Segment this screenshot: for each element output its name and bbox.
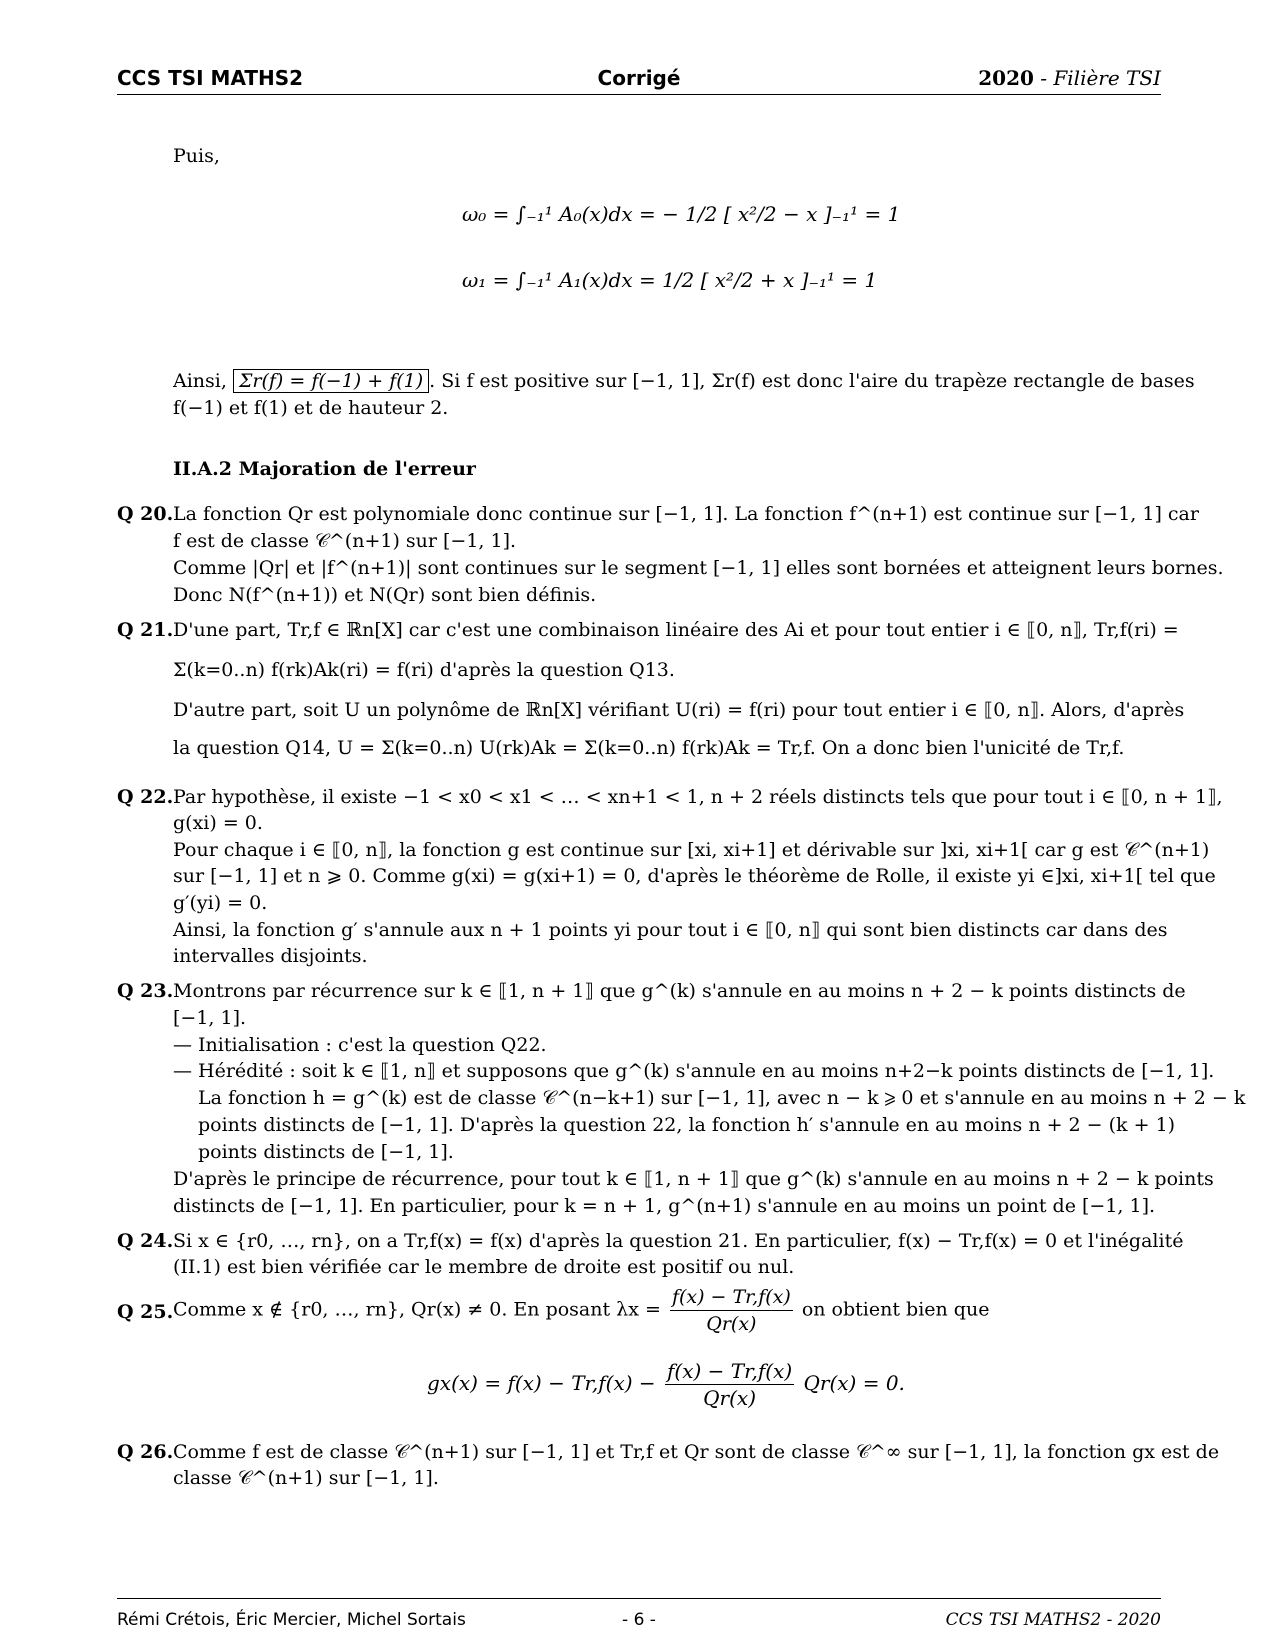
q25-line-1 bbox=[173, 1284, 989, 1337]
q22-line-2: g(xi) = 0. bbox=[173, 812, 263, 834]
header-right bbox=[978, 66, 1161, 90]
header-left: CCS TSI MATHS2 bbox=[117, 66, 304, 90]
q21-line-1: D'une part, Tr,f ∈ ℝn[X] car c'est une combinaison linéaire des Ai et pour tout entier i ∈ ⟦0, n⟧, Tr,f(ri) = bbox=[173, 619, 1179, 641]
puis-text: Puis, bbox=[173, 145, 220, 167]
q26-line-1: Comme f est de classe 𝒞^(n+1) sur [−1, 1] et Tr,f et Qr sont de classe 𝒞^∞ sur [−1, 1], la fonction gx est de bbox=[173, 1441, 1220, 1463]
boxed-result: Σr(f) = f(−1) + f(1) bbox=[233, 369, 429, 393]
q23-line-8: D'après le principe de récurrence, pour tout k ∈ ⟦1, n + 1⟧ que g^(k) s'annule en au moins n + 2 − k points bbox=[173, 1168, 1214, 1190]
q25-eq-post: Qr(x) = 0. bbox=[803, 1371, 905, 1395]
q23-line-3: — Initialisation : c'est la question Q22. bbox=[173, 1034, 547, 1056]
q23-line-2: [−1, 1]. bbox=[173, 1007, 247, 1029]
footer-page-number: - 6 - bbox=[622, 1610, 656, 1630]
question-label-24: Q 24. bbox=[117, 1230, 174, 1252]
lambda-numerator: f(x) − Tr,f(x) bbox=[670, 1284, 793, 1311]
q21-line-4: la question Q14, U = Σ(k=0..n) U(rk)Ak = Σ(k=0..n) f(rk)Ak = Tr,f. On a donc bien l'unicité de Tr,f. bbox=[173, 737, 1125, 759]
q20-line-3: Comme |Qr| et |f^(n+1)| sont continues sur le segment [−1, 1] elles sont bornées et atteignent leurs bornes. bbox=[173, 557, 1224, 579]
q20-line-1: La fonction Qr est polynomiale donc continue sur [−1, 1]. La fonction f^(n+1) est continue sur [−1, 1] car bbox=[173, 503, 1199, 525]
lambda-denominator: Qr(x) bbox=[706, 1313, 757, 1335]
q20-line-4: Donc N(f^(n+1)) et N(Qr) sont bien définis. bbox=[173, 584, 597, 606]
q23-line-5: La fonction h = g^(k) est de classe 𝒞^(n−k+1) sur [−1, 1], avec n − k ⩾ 0 et s'annule en au moins n + 2 − k bbox=[198, 1087, 1246, 1109]
question-label-22: Q 22. bbox=[117, 786, 174, 808]
footer-title: CCS TSI MATHS2 - 2020 bbox=[945, 1610, 1161, 1630]
ainsi-pre: Ainsi, bbox=[173, 370, 227, 392]
q22-line-1: Par hypothèse, il existe −1 < x0 < x1 < … < xn+1 < 1, n + 2 réels distincts tels que pour tout i ∈ ⟦0, n + 1⟧, bbox=[173, 786, 1223, 808]
q22-line-3: Pour chaque i ∈ ⟦0, n⟧, la fonction g est continue sur [xi, xi+1] et dérivable sur ]xi, xi+1[ car g est 𝒞^(n+1) bbox=[173, 839, 1210, 861]
q24-line-2: (II.1) est bien vérifiée car le membre de droite est positif ou nul. bbox=[173, 1256, 795, 1278]
q26-line-2: classe 𝒞^(n+1) sur [−1, 1]. bbox=[173, 1467, 439, 1489]
page-header bbox=[117, 66, 1161, 96]
ainsi-post: . Si f est positive sur [−1, 1], Σr(f) est donc l'aire du trapèze rectangle de bases bbox=[429, 370, 1195, 392]
q23-line-4: — Hérédité : soit k ∈ ⟦1, n⟧ et supposons que g^(k) s'annule en au moins n+2−k points distincts de [−1, 1]. bbox=[173, 1060, 1215, 1082]
header-rule bbox=[117, 94, 1161, 95]
ainsi-line-1 bbox=[173, 367, 1195, 395]
q25-post: on obtient bien que bbox=[801, 1298, 990, 1321]
q24-line-1: Si x ∈ {r0, …, rn}, on a Tr,f(x) = f(x) d'après la question 21. En particulier, f(x) − Tr,f(x) = 0 et l'inégalité bbox=[173, 1230, 1184, 1252]
ainsi-line-2: f(−1) et f(1) et de hauteur 2. bbox=[173, 397, 449, 419]
q23-line-6: points distincts de [−1, 1]. D'après la question 22, la fonction h′ s'annule en au moins n + 2 − (k + 1) bbox=[198, 1114, 1176, 1136]
question-label-20: Q 20. bbox=[117, 503, 174, 525]
q20-line-2: f est de classe 𝒞^(n+1) sur [−1, 1]. bbox=[173, 530, 517, 552]
q22-line-7: intervalles disjoints. bbox=[173, 945, 368, 967]
question-label-25: Q 25. bbox=[117, 1301, 174, 1323]
q22-line-5: g′(yi) = 0. bbox=[173, 892, 268, 914]
q25-eq-pre: gx(x) = f(x) − Tr,f(x) − bbox=[427, 1371, 656, 1395]
section-title: II.A.2 Majoration de l'erreur bbox=[173, 458, 476, 480]
q21-line-3: D'autre part, soit U un polynôme de ℝn[X] vérifiant U(ri) = f(ri) pour tout entier i ∈ ⟦0, n⟧. Alors, d'après bbox=[173, 699, 1185, 721]
header-year: 2020 bbox=[978, 66, 1034, 90]
q23-line-9: distincts de [−1, 1]. En particulier, pour k = n + 1, g^(n+1) s'annule en au moins un point de [−1, 1]. bbox=[173, 1195, 1156, 1217]
q25-equation bbox=[427, 1358, 905, 1411]
header-center: Corrigé bbox=[597, 66, 681, 90]
q22-line-6: Ainsi, la fonction g′ s'annule aux n + 1 points yi pour tout i ∈ ⟦0, n⟧ qui sont bien distincts car dans des bbox=[173, 919, 1168, 941]
header-track: - Filière TSI bbox=[1033, 66, 1161, 90]
q22-line-4: sur [−1, 1] et n ⩾ 0. Comme g(xi) = g(xi+1) = 0, d'après le théorème de Rolle, il existe yi ∈]xi, xi+1[ tel que bbox=[173, 865, 1216, 887]
footer-authors: Rémi Crétois, Éric Mercier, Michel Sortais bbox=[117, 1610, 466, 1630]
q21-line-2: Σ(k=0..n) f(rk)Ak(ri) = f(ri) d'après la question Q13. bbox=[173, 659, 675, 681]
question-label-23: Q 23. bbox=[117, 980, 174, 1002]
q25-eq-denominator: Qr(x) bbox=[703, 1386, 756, 1410]
q25-eq-numerator: f(x) − Tr,f(x) bbox=[667, 1359, 793, 1383]
equation-omega0: ω₀ = ∫₋₁¹ A₀(x)dx = − 1/2 [ x²/2 − x ]₋₁¹ = 1 bbox=[462, 202, 901, 226]
q23-line-1: Montrons par récurrence sur k ∈ ⟦1, n + 1⟧ que g^(k) s'annule en au moins n + 2 − k points distincts de bbox=[173, 980, 1186, 1002]
question-label-21: Q 21. bbox=[117, 619, 174, 641]
q23-line-7: points distincts de [−1, 1]. bbox=[198, 1141, 454, 1163]
q25-eq-fraction bbox=[665, 1358, 794, 1411]
question-label-26: Q 26. bbox=[117, 1441, 174, 1463]
equation-omega1: ω₁ = ∫₋₁¹ A₁(x)dx = 1/2 [ x²/2 + x ]₋₁¹ = 1 bbox=[462, 268, 878, 292]
lambda-fraction bbox=[670, 1284, 793, 1337]
footer-rule bbox=[117, 1598, 1161, 1599]
q25-pre: Comme x ∉ {r0, …, rn}, Qr(x) ≠ 0. En posant λx = bbox=[173, 1298, 661, 1321]
